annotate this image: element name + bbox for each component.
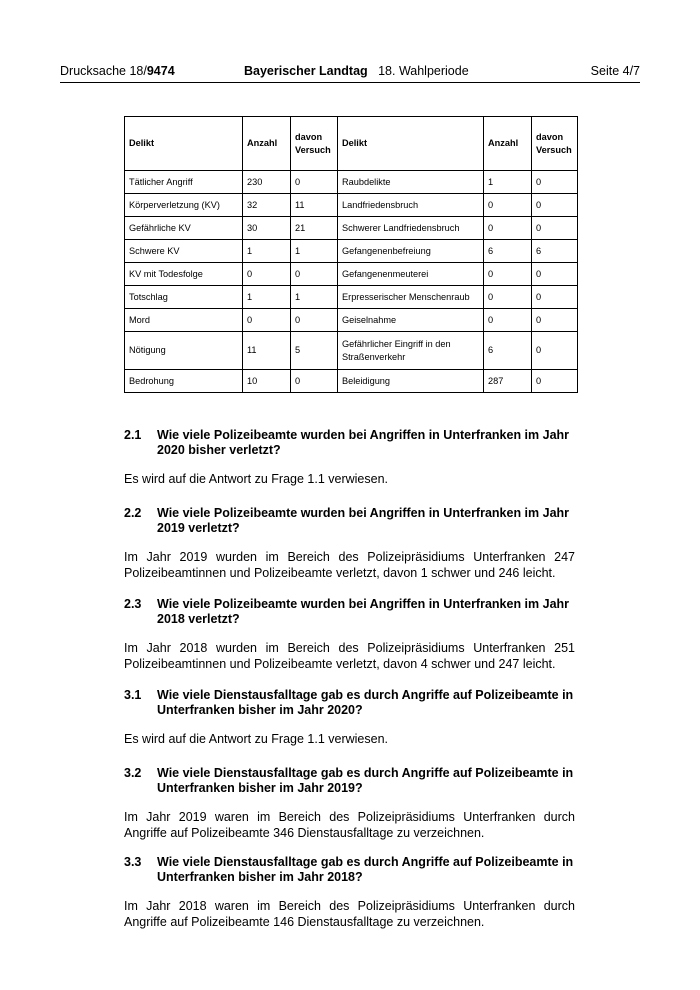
answer-text: Im Jahr 2018 waren im Bereich des Polizeipräsidiums Unterfranken durch Angriffe auf Polizeibeamte 146 Dienstausfalltage zu verzeichnen. bbox=[124, 899, 575, 929]
table-row bbox=[125, 332, 578, 370]
table-cell: 6 bbox=[532, 240, 578, 263]
question bbox=[124, 428, 575, 457]
question-number: 3.2 bbox=[124, 766, 142, 780]
table-cell: Körperverletzung (KV) bbox=[125, 194, 243, 217]
table-cell: 0 bbox=[484, 194, 532, 217]
question-text: Wie viele Dienstausfalltage gab es durch Angriffe auf Polizeibeamte in Unterfranken bisher im Jahr 2019? bbox=[157, 766, 574, 795]
table-row bbox=[125, 194, 578, 217]
table-cell: 11 bbox=[291, 194, 338, 217]
table-row bbox=[125, 309, 578, 332]
table-row bbox=[125, 240, 578, 263]
table-cell: 11 bbox=[243, 332, 291, 370]
table-cell: 0 bbox=[532, 217, 578, 240]
answer-text: Es wird auf die Antwort zu Frage 1.1 verwiesen. bbox=[124, 732, 389, 746]
question bbox=[124, 688, 575, 717]
table-row bbox=[125, 370, 578, 393]
table-cell: 1 bbox=[484, 171, 532, 194]
table-cell: 1 bbox=[243, 240, 291, 263]
table-cell: 32 bbox=[243, 194, 291, 217]
table-cell: 0 bbox=[532, 263, 578, 286]
answer-text: Im Jahr 2019 waren im Bereich des Polizeipräsidiums Unterfranken durch Angriffe auf Polizeibeamte 346 Dienstausfalltage zu verzeichnen. bbox=[124, 810, 575, 840]
page-header bbox=[60, 64, 640, 83]
table-cell: Raubdelikte bbox=[338, 171, 484, 194]
table-cell: 287 bbox=[484, 370, 532, 393]
table-cell: Gefangenenmeuterei bbox=[338, 263, 484, 286]
qa-section bbox=[124, 855, 575, 930]
table-row bbox=[125, 217, 578, 240]
question-text: Wie viele Polizeibeamte wurden bei Angriffen in Unterfranken im Jahr 2020 bisher verletzt? bbox=[157, 428, 570, 457]
parliament-title: Bayerischer Landtag 18. Wahlperiode bbox=[244, 64, 469, 78]
table-cell: 0 bbox=[291, 263, 338, 286]
table-cell: 0 bbox=[532, 171, 578, 194]
table-cell: Gefährlicher Eingriff in den Straßenverkehr bbox=[338, 332, 484, 370]
table-cell: 0 bbox=[291, 171, 338, 194]
table-cell: Nötigung bbox=[125, 332, 243, 370]
table-row bbox=[125, 171, 578, 194]
table-cell: 0 bbox=[484, 286, 532, 309]
table-cell: Geiselnahme bbox=[338, 309, 484, 332]
table-cell: 0 bbox=[243, 263, 291, 286]
question-number: 2.2 bbox=[124, 506, 142, 520]
table-cell: Gefangenenbefreiung bbox=[338, 240, 484, 263]
table-cell: 1 bbox=[291, 240, 338, 263]
question bbox=[124, 597, 575, 626]
table-cell: 1 bbox=[243, 286, 291, 309]
table-cell: 21 bbox=[291, 217, 338, 240]
qa-section bbox=[124, 766, 575, 841]
table-cell: Landfriedensbruch bbox=[338, 194, 484, 217]
table-cell: Bedrohung bbox=[125, 370, 243, 393]
table-cell: Gefährliche KV bbox=[125, 217, 243, 240]
question-number: 3.3 bbox=[124, 855, 142, 869]
table-cell: 10 bbox=[243, 370, 291, 393]
qa-section bbox=[124, 688, 575, 747]
table-cell: 6 bbox=[484, 240, 532, 263]
table-cell: Beleidigung bbox=[338, 370, 484, 393]
qa-section bbox=[124, 597, 575, 672]
question-text: Wie viele Dienstausfalltage gab es durch Angriffe auf Polizeibeamte in Unterfranken bisher im Jahr 2020? bbox=[157, 688, 574, 717]
table-cell: 0 bbox=[484, 309, 532, 332]
offense-table bbox=[124, 116, 578, 393]
question bbox=[124, 855, 575, 884]
question-text: Wie viele Polizeibeamte wurden bei Angriffen in Unterfranken im Jahr 2019 verletzt? bbox=[157, 506, 570, 535]
table-cell: Totschlag bbox=[125, 286, 243, 309]
table-cell: 0 bbox=[243, 309, 291, 332]
table-cell: Erpresserischer Menschenraub bbox=[338, 286, 484, 309]
column-header: Delikt bbox=[338, 117, 484, 171]
question bbox=[124, 506, 575, 535]
answer-text: Es wird auf die Antwort zu Frage 1.1 verwiesen. bbox=[124, 472, 389, 486]
question-number: 2.1 bbox=[124, 428, 142, 442]
table-header-row bbox=[125, 117, 578, 171]
qa-section bbox=[124, 506, 575, 581]
column-header: Anzahl bbox=[484, 117, 532, 171]
column-header: davon Versuch bbox=[532, 117, 578, 171]
question-number: 3.1 bbox=[124, 688, 142, 702]
table-cell: Tätlicher Angriff bbox=[125, 171, 243, 194]
column-header: Anzahl bbox=[243, 117, 291, 171]
column-header: Delikt bbox=[125, 117, 243, 171]
table-cell: 1 bbox=[291, 286, 338, 309]
column-header: davon Versuch bbox=[291, 117, 338, 171]
table-cell: Schwere KV bbox=[125, 240, 243, 263]
table-cell: Schwerer Landfriedensbruch bbox=[338, 217, 484, 240]
table-cell: 0 bbox=[291, 370, 338, 393]
table-cell: 30 bbox=[243, 217, 291, 240]
table-row bbox=[125, 263, 578, 286]
table-cell: 0 bbox=[291, 309, 338, 332]
table-cell: 6 bbox=[484, 332, 532, 370]
table-cell: 0 bbox=[532, 309, 578, 332]
answer-text: Im Jahr 2019 wurden im Bereich des Polizeipräsidiums Unterfranken 247 Polizeibeamtinnen und Polizeibeamte verletzt, davon 1 schwer und 246 leicht. bbox=[124, 550, 575, 580]
table-cell: 230 bbox=[243, 171, 291, 194]
table-cell: 0 bbox=[484, 263, 532, 286]
table-cell: 0 bbox=[532, 194, 578, 217]
question bbox=[124, 766, 575, 795]
table-cell: 0 bbox=[532, 332, 578, 370]
table-cell: Mord bbox=[125, 309, 243, 332]
table-row bbox=[125, 286, 578, 309]
table-cell: 0 bbox=[532, 370, 578, 393]
table-cell: 0 bbox=[532, 286, 578, 309]
question-text: Wie viele Dienstausfalltage gab es durch Angriffe auf Polizeibeamte in Unterfranken bisher im Jahr 2018? bbox=[157, 855, 574, 884]
table-cell: 5 bbox=[291, 332, 338, 370]
question-text: Wie viele Polizeibeamte wurden bei Angriffen in Unterfranken im Jahr 2018 verletzt? bbox=[157, 597, 570, 626]
qa-section bbox=[124, 428, 575, 487]
page-number: Seite 4/7 bbox=[590, 64, 640, 78]
document-number: Drucksache 18/9474 bbox=[60, 64, 175, 78]
table-cell: KV mit Todesfolge bbox=[125, 263, 243, 286]
answer-text: Im Jahr 2018 wurden im Bereich des Polizeipräsidiums Unterfranken 251 Polizeibeamtinnen und Polizeibeamte verletzt, davon 4 schwer und 247 leicht. bbox=[124, 641, 575, 671]
table-cell: 0 bbox=[484, 217, 532, 240]
question-number: 2.3 bbox=[124, 597, 142, 611]
